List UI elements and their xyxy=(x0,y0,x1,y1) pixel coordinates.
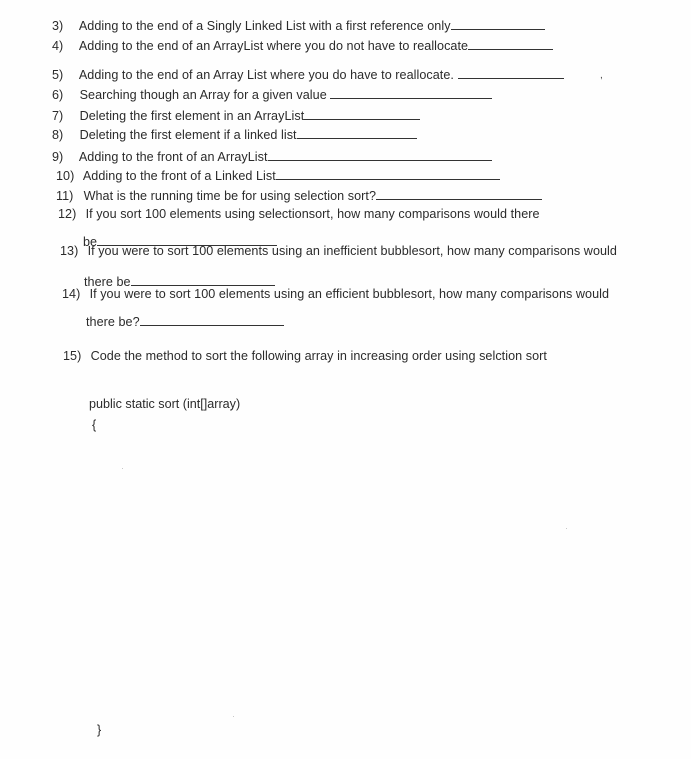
answer-blank[interactable] xyxy=(376,188,542,200)
question-6 xyxy=(52,87,492,103)
question-text: Adding to the end of a Singly Linked List with a first reference only xyxy=(78,19,451,33)
question-text: Adding to the end of an Array List where you do have to reallocate. xyxy=(78,68,454,82)
question-4 xyxy=(52,38,553,54)
answer-blank[interactable] xyxy=(330,87,492,99)
question-14 xyxy=(62,286,609,302)
question-number: 13) xyxy=(60,244,79,258)
question-number: 14) xyxy=(62,287,81,301)
question-text: Deleting the first element if a linked list xyxy=(79,128,297,142)
question-number: 12) xyxy=(58,207,77,221)
answer-blank[interactable] xyxy=(297,127,417,139)
question-text: Code the method to sort the following array in increasing order using selction sort xyxy=(90,349,547,363)
question-text-cont: there be xyxy=(84,275,131,289)
question-11 xyxy=(56,188,542,204)
question-number: 3) xyxy=(52,19,64,33)
question-text: If you sort 100 elements using selectionsort, how many comparisons would there xyxy=(85,207,540,221)
question-text: Adding to the front of an ArrayList xyxy=(78,150,268,164)
question-8 xyxy=(52,127,417,143)
scan-speck xyxy=(566,528,567,529)
answer-blank[interactable] xyxy=(468,38,553,50)
scan-speck xyxy=(122,468,123,469)
question-number: 6) xyxy=(52,88,64,102)
question-text: Adding to the front of a Linked List xyxy=(82,169,276,183)
question-number: 7) xyxy=(52,109,64,123)
question-15 xyxy=(63,348,547,364)
question-12 xyxy=(58,206,540,222)
method-signature: public static sort (int[]array) xyxy=(89,397,241,411)
question-text: What is the running time be for using selection sort? xyxy=(83,189,377,203)
question-7 xyxy=(52,108,420,124)
question-number: 11) xyxy=(56,189,74,203)
question-number: 10) xyxy=(56,169,75,183)
question-3 xyxy=(52,18,545,34)
question-10 xyxy=(56,168,500,184)
question-text-cont: there be? xyxy=(86,315,140,329)
scan-speck xyxy=(233,716,234,717)
close-brace: } xyxy=(97,723,102,737)
question-13 xyxy=(60,243,617,259)
question-5 xyxy=(52,67,564,83)
open-brace: { xyxy=(92,418,97,432)
question-number: 5) xyxy=(52,68,64,82)
question-text: Searching though an Array for a given value xyxy=(79,88,327,102)
answer-blank[interactable] xyxy=(304,108,420,120)
question-14-continuation xyxy=(86,314,284,330)
question-number: 4) xyxy=(52,39,64,53)
answer-blank[interactable] xyxy=(131,274,275,286)
question-number: 9) xyxy=(52,150,64,164)
answer-blank[interactable] xyxy=(268,149,492,161)
answer-blank[interactable] xyxy=(276,168,500,180)
question-text-cont: be xyxy=(83,235,98,249)
question-text: Deleting the first element in an ArrayList xyxy=(79,109,305,123)
question-9 xyxy=(52,149,492,165)
question-text: If you were to sort 100 elements using an inefficient bubblesort, how many comparisons would xyxy=(87,244,617,258)
question-text: If you were to sort 100 elements using an efficient bubblesort, how many comparisons would xyxy=(89,287,610,301)
margin-mark: , xyxy=(600,70,603,81)
question-number: 8) xyxy=(52,128,64,142)
question-number: 15) xyxy=(63,349,82,363)
answer-blank[interactable] xyxy=(458,67,564,79)
answer-blank[interactable] xyxy=(140,314,284,326)
answer-blank[interactable] xyxy=(451,18,545,30)
question-text: Adding to the end of an ArrayList where you do not have to reallocate xyxy=(78,39,469,53)
